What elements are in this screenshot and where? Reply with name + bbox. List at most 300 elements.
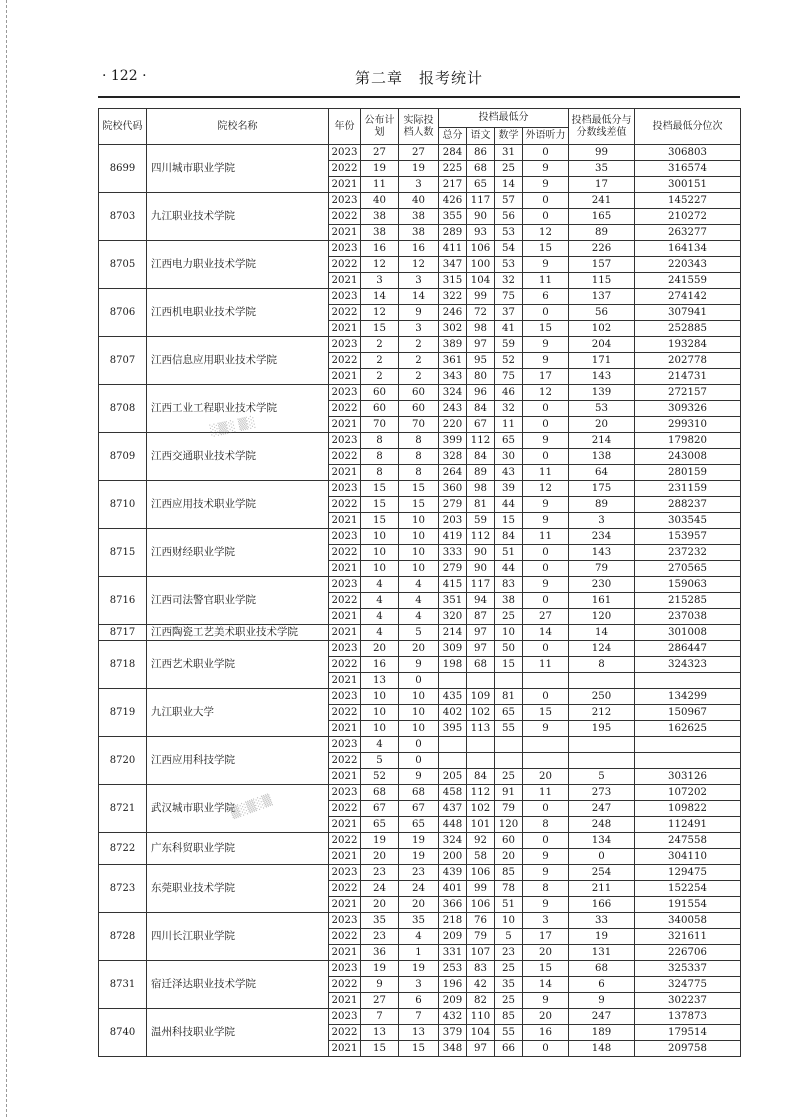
diff-cell: 248: [569, 817, 635, 833]
actual-cell: 10: [399, 545, 439, 561]
total-score-cell: 415: [439, 577, 467, 593]
rank-cell: 286447: [635, 641, 741, 657]
chinese-score-cell: 107: [467, 945, 495, 961]
total-score-cell: 203: [439, 513, 467, 529]
school-code: 8719: [99, 689, 147, 737]
header-math: 数学: [495, 128, 523, 145]
year-cell: 2023: [329, 737, 361, 753]
total-score-cell: 328: [439, 449, 467, 465]
binding-margin-line: [6, 0, 7, 1117]
rank-cell: 159063: [635, 577, 741, 593]
header-code: 院校代码: [99, 109, 147, 145]
actual-cell: 1: [399, 945, 439, 961]
math-score-cell: 55: [495, 1025, 523, 1041]
chinese-score-cell: 80: [467, 369, 495, 385]
listening-score-cell: 8: [523, 817, 569, 833]
diff-cell: 20: [569, 417, 635, 433]
plan-cell: 4: [361, 625, 399, 641]
year-cell: 2023: [329, 145, 361, 161]
actual-cell: 10: [399, 689, 439, 705]
header-plan: 公布计划: [361, 109, 399, 145]
plan-cell: 24: [361, 881, 399, 897]
school-name: 江西陶瓷工艺美术职业技术学院: [147, 625, 329, 641]
math-score-cell: 81: [495, 689, 523, 705]
plan-cell: 15: [361, 497, 399, 513]
math-score-cell: 59: [495, 337, 523, 353]
math-score-cell: [495, 753, 523, 769]
rank-cell: 316574: [635, 161, 741, 177]
total-score-cell: 458: [439, 785, 467, 801]
diff-cell: 226: [569, 241, 635, 257]
actual-cell: 20: [399, 641, 439, 657]
rank-cell: 210272: [635, 209, 741, 225]
school-name: 江西交通职业技术学院: [147, 433, 329, 481]
chinese-score-cell: 106: [467, 241, 495, 257]
rank-cell: [635, 673, 741, 689]
diff-cell: 115: [569, 273, 635, 289]
total-score-cell: 264: [439, 465, 467, 481]
diff-cell: 102: [569, 321, 635, 337]
school-name: 江西艺术职业学院: [147, 641, 329, 689]
chinese-score-cell: 90: [467, 561, 495, 577]
listening-score-cell: 20: [523, 769, 569, 785]
listening-score-cell: 0: [523, 593, 569, 609]
total-score-cell: 284: [439, 145, 467, 161]
total-score-cell: 351: [439, 593, 467, 609]
rank-cell: 179820: [635, 433, 741, 449]
math-score-cell: 85: [495, 1009, 523, 1025]
listening-score-cell: 20: [523, 945, 569, 961]
rank-cell: 270565: [635, 561, 741, 577]
math-score-cell: 25: [495, 161, 523, 177]
school-code: 8716: [99, 577, 147, 625]
school-name: 江西机电职业技术学院: [147, 289, 329, 337]
diff-cell: 64: [569, 465, 635, 481]
math-score-cell: 37: [495, 305, 523, 321]
table-row: [99, 833, 741, 849]
chinese-score-cell: 59: [467, 513, 495, 529]
plan-cell: 19: [361, 961, 399, 977]
total-score-cell: 333: [439, 545, 467, 561]
year-cell: 2021: [329, 177, 361, 193]
chinese-score-cell: 58: [467, 849, 495, 865]
listening-score-cell: 0: [523, 801, 569, 817]
table-row: [99, 241, 741, 257]
chinese-score-cell: 97: [467, 625, 495, 641]
total-score-cell: 209: [439, 993, 467, 1009]
actual-cell: 40: [399, 193, 439, 209]
school-name: 江西应用技术职业学院: [147, 481, 329, 529]
chinese-score-cell: 117: [467, 577, 495, 593]
rank-cell: 252885: [635, 321, 741, 337]
actual-cell: 20: [399, 897, 439, 913]
listening-score-cell: 9: [523, 849, 569, 865]
actual-cell: 65: [399, 817, 439, 833]
actual-cell: 23: [399, 865, 439, 881]
rank-cell: 137873: [635, 1009, 741, 1025]
actual-cell: 10: [399, 561, 439, 577]
diff-cell: 19: [569, 929, 635, 945]
school-code: 8703: [99, 193, 147, 241]
total-score-cell: 347: [439, 257, 467, 273]
chinese-score-cell: 97: [467, 1041, 495, 1057]
math-score-cell: [495, 673, 523, 689]
page-header: [98, 66, 740, 90]
year-cell: 2023: [329, 689, 361, 705]
school-name: 九江职业技术学院: [147, 193, 329, 241]
diff-cell: 161: [569, 593, 635, 609]
math-score-cell: 11: [495, 417, 523, 433]
total-score-cell: 419: [439, 529, 467, 545]
school-code: 8708: [99, 385, 147, 433]
diff-cell: 247: [569, 801, 635, 817]
header-chinese: 语文: [467, 128, 495, 145]
actual-cell: 8: [399, 433, 439, 449]
year-cell: 2023: [329, 385, 361, 401]
actual-cell: 4: [399, 929, 439, 945]
plan-cell: 10: [361, 545, 399, 561]
plan-cell: 10: [361, 561, 399, 577]
table-row: [99, 865, 741, 881]
math-score-cell: 44: [495, 497, 523, 513]
math-score-cell: 44: [495, 561, 523, 577]
total-score-cell: 360: [439, 481, 467, 497]
year-cell: 2022: [329, 353, 361, 369]
diff-cell: 189: [569, 1025, 635, 1041]
school-name: 江西信息应用职业技术学院: [147, 337, 329, 385]
total-score-cell: [439, 737, 467, 753]
year-cell: 2021: [329, 817, 361, 833]
actual-cell: 16: [399, 241, 439, 257]
actual-cell: 0: [399, 673, 439, 689]
plan-cell: 10: [361, 721, 399, 737]
actual-cell: 13: [399, 1025, 439, 1041]
math-score-cell: 51: [495, 897, 523, 913]
year-cell: 2022: [329, 497, 361, 513]
year-cell: 2022: [329, 977, 361, 993]
math-score-cell: 53: [495, 257, 523, 273]
math-score-cell: 32: [495, 401, 523, 417]
listening-score-cell: 15: [523, 321, 569, 337]
rank-cell: 302237: [635, 993, 741, 1009]
total-score-cell: 439: [439, 865, 467, 881]
math-score-cell: 23: [495, 945, 523, 961]
table-row: [99, 577, 741, 593]
plan-cell: 15: [361, 321, 399, 337]
header-name: 院校名称: [147, 109, 329, 145]
actual-cell: 15: [399, 497, 439, 513]
plan-cell: 8: [361, 433, 399, 449]
listening-score-cell: 0: [523, 833, 569, 849]
school-code: 8715: [99, 529, 147, 577]
plan-cell: 10: [361, 529, 399, 545]
actual-cell: 4: [399, 609, 439, 625]
chinese-score-cell: 106: [467, 865, 495, 881]
listening-score-cell: 0: [523, 1041, 569, 1057]
listening-score-cell: 9: [523, 433, 569, 449]
rank-cell: 303126: [635, 769, 741, 785]
total-score-cell: 214: [439, 625, 467, 641]
actual-cell: 4: [399, 593, 439, 609]
diff-cell: 53: [569, 401, 635, 417]
school-name: 江西司法警官职业学院: [147, 577, 329, 625]
listening-score-cell: 11: [523, 273, 569, 289]
total-score-cell: 324: [439, 385, 467, 401]
rank-cell: 288237: [635, 497, 741, 513]
table-row: [99, 433, 741, 449]
chinese-score-cell: 87: [467, 609, 495, 625]
diff-cell: 247: [569, 1009, 635, 1025]
diff-cell: 143: [569, 545, 635, 561]
listening-score-cell: 9: [523, 177, 569, 193]
rank-cell: 237038: [635, 609, 741, 625]
year-cell: 2021: [329, 945, 361, 961]
chinese-score-cell: 90: [467, 209, 495, 225]
listening-score-cell: 9: [523, 577, 569, 593]
actual-cell: 8: [399, 449, 439, 465]
diff-cell: 211: [569, 881, 635, 897]
chinese-score-cell: 97: [467, 641, 495, 657]
listening-score-cell: 12: [523, 385, 569, 401]
math-score-cell: 38: [495, 593, 523, 609]
total-score-cell: [439, 673, 467, 689]
table-row: [99, 961, 741, 977]
total-score-cell: 218: [439, 913, 467, 929]
plan-cell: 8: [361, 465, 399, 481]
rank-cell: 162625: [635, 721, 741, 737]
actual-cell: 10: [399, 705, 439, 721]
listening-score-cell: 9: [523, 337, 569, 353]
diff-cell: 8: [569, 657, 635, 673]
total-score-cell: 324: [439, 833, 467, 849]
plan-cell: 23: [361, 929, 399, 945]
header-rule: [98, 96, 740, 98]
total-score-cell: 355: [439, 209, 467, 225]
plan-cell: 12: [361, 257, 399, 273]
diff-cell: 214: [569, 433, 635, 449]
year-cell: 2022: [329, 545, 361, 561]
plan-cell: 5: [361, 753, 399, 769]
math-score-cell: 65: [495, 433, 523, 449]
chinese-score-cell: [467, 673, 495, 689]
year-cell: 2022: [329, 209, 361, 225]
chinese-score-cell: 99: [467, 289, 495, 305]
math-score-cell: 31: [495, 145, 523, 161]
listening-score-cell: 11: [523, 465, 569, 481]
chinese-score-cell: 102: [467, 705, 495, 721]
actual-cell: 19: [399, 161, 439, 177]
actual-cell: 2: [399, 337, 439, 353]
rank-cell: 107202: [635, 785, 741, 801]
school-code: 8731: [99, 961, 147, 1009]
plan-cell: 20: [361, 897, 399, 913]
total-score-cell: 225: [439, 161, 467, 177]
chinese-score-cell: 76: [467, 913, 495, 929]
rank-cell: 112491: [635, 817, 741, 833]
math-score-cell: 56: [495, 209, 523, 225]
year-cell: 2021: [329, 417, 361, 433]
diff-cell: 195: [569, 721, 635, 737]
chinese-score-cell: 82: [467, 993, 495, 1009]
math-score-cell: 91: [495, 785, 523, 801]
listening-score-cell: 16: [523, 1025, 569, 1041]
diff-cell: 0: [569, 849, 635, 865]
listening-score-cell: 12: [523, 481, 569, 497]
math-score-cell: 20: [495, 849, 523, 865]
total-score-cell: 437: [439, 801, 467, 817]
chinese-score-cell: 89: [467, 465, 495, 481]
listening-score-cell: 9: [523, 497, 569, 513]
table-row: [99, 1009, 741, 1025]
year-cell: 2021: [329, 465, 361, 481]
math-score-cell: 39: [495, 481, 523, 497]
math-score-cell: 32: [495, 273, 523, 289]
school-code: 8710: [99, 481, 147, 529]
plan-cell: 4: [361, 737, 399, 753]
actual-cell: 3: [399, 977, 439, 993]
plan-cell: 40: [361, 193, 399, 209]
school-code: 8706: [99, 289, 147, 337]
listening-score-cell: 11: [523, 657, 569, 673]
chinese-score-cell: 99: [467, 881, 495, 897]
year-cell: 2022: [329, 305, 361, 321]
diff-cell: 134: [569, 833, 635, 849]
listening-score-cell: 15: [523, 961, 569, 977]
chinese-score-cell: 97: [467, 337, 495, 353]
actual-cell: 3: [399, 321, 439, 337]
plan-cell: 2: [361, 353, 399, 369]
actual-cell: 5: [399, 625, 439, 641]
math-score-cell: 83: [495, 577, 523, 593]
year-cell: 2023: [329, 785, 361, 801]
school-code: 8699: [99, 145, 147, 193]
table-row: [99, 529, 741, 545]
school-name: 东莞职业技术学院: [147, 865, 329, 913]
chinese-score-cell: 101: [467, 817, 495, 833]
diff-cell: 230: [569, 577, 635, 593]
listening-score-cell: 9: [523, 721, 569, 737]
actual-cell: 10: [399, 721, 439, 737]
listening-score-cell: 11: [523, 785, 569, 801]
chinese-score-cell: 113: [467, 721, 495, 737]
listening-score-cell: 9: [523, 161, 569, 177]
plan-cell: 2: [361, 369, 399, 385]
chinese-score-cell: 90: [467, 545, 495, 561]
actual-cell: 27: [399, 145, 439, 161]
rank-cell: 272157: [635, 385, 741, 401]
rank-cell: 109822: [635, 801, 741, 817]
stamp-watermark: ░▒░ ▒░: [209, 415, 257, 438]
diff-cell: 171: [569, 353, 635, 369]
rank-cell: 134299: [635, 689, 741, 705]
rank-cell: 214731: [635, 369, 741, 385]
total-score-cell: 343: [439, 369, 467, 385]
plan-cell: 38: [361, 209, 399, 225]
listening-score-cell: 14: [523, 625, 569, 641]
rank-cell: [635, 737, 741, 753]
rank-cell: 209758: [635, 1041, 741, 1057]
total-score-cell: 399: [439, 433, 467, 449]
rank-cell: 321611: [635, 929, 741, 945]
chinese-score-cell: [467, 753, 495, 769]
listening-score-cell: 17: [523, 369, 569, 385]
listening-score-cell: 0: [523, 209, 569, 225]
actual-cell: 4: [399, 577, 439, 593]
chinese-score-cell: 98: [467, 321, 495, 337]
math-score-cell: 50: [495, 641, 523, 657]
total-score-cell: 209: [439, 929, 467, 945]
diff-cell: 241: [569, 193, 635, 209]
actual-cell: 6: [399, 993, 439, 1009]
plan-cell: 10: [361, 689, 399, 705]
plan-cell: 27: [361, 145, 399, 161]
plan-cell: 20: [361, 849, 399, 865]
actual-cell: 38: [399, 225, 439, 241]
school-name: 四川城市职业学院: [147, 145, 329, 193]
year-cell: 2021: [329, 273, 361, 289]
listening-score-cell: 0: [523, 641, 569, 657]
diff-cell: 5: [569, 769, 635, 785]
math-score-cell: 41: [495, 321, 523, 337]
year-cell: 2021: [329, 849, 361, 865]
math-score-cell: 75: [495, 289, 523, 305]
school-code: 8722: [99, 833, 147, 865]
plan-cell: 4: [361, 577, 399, 593]
total-score-cell: 361: [439, 353, 467, 369]
listening-score-cell: 14: [523, 977, 569, 993]
math-score-cell: 15: [495, 513, 523, 529]
header-rank: 投档最低分位次: [635, 109, 741, 145]
year-cell: 2022: [329, 753, 361, 769]
math-score-cell: 120: [495, 817, 523, 833]
year-cell: 2022: [329, 161, 361, 177]
year-cell: 2023: [329, 529, 361, 545]
listening-score-cell: [523, 753, 569, 769]
listening-score-cell: [523, 737, 569, 753]
year-cell: 2021: [329, 321, 361, 337]
year-cell: 2022: [329, 449, 361, 465]
table-body: [99, 145, 741, 1057]
rank-cell: 220343: [635, 257, 741, 273]
listening-score-cell: 9: [523, 897, 569, 913]
plan-cell: 65: [361, 817, 399, 833]
school-name: 九江职业大学: [147, 689, 329, 737]
table-row: [99, 385, 741, 401]
chinese-score-cell: 42: [467, 977, 495, 993]
chinese-score-cell: 65: [467, 177, 495, 193]
listening-score-cell: 9: [523, 353, 569, 369]
rank-cell: 324323: [635, 657, 741, 673]
school-name: 广东科贸职业学院: [147, 833, 329, 865]
chinese-score-cell: 112: [467, 529, 495, 545]
chinese-score-cell: 92: [467, 833, 495, 849]
diff-cell: 143: [569, 369, 635, 385]
actual-cell: 7: [399, 1009, 439, 1025]
math-score-cell: 25: [495, 993, 523, 1009]
diff-cell: 166: [569, 897, 635, 913]
diff-cell: 99: [569, 145, 635, 161]
total-score-cell: 279: [439, 497, 467, 513]
table-row: [99, 913, 741, 929]
plan-cell: 4: [361, 593, 399, 609]
diff-cell: 79: [569, 561, 635, 577]
listening-score-cell: 9: [523, 513, 569, 529]
listening-score-cell: 3: [523, 913, 569, 929]
diff-cell: 120: [569, 609, 635, 625]
diff-cell: 273: [569, 785, 635, 801]
rank-cell: 325337: [635, 961, 741, 977]
diff-cell: 137: [569, 289, 635, 305]
